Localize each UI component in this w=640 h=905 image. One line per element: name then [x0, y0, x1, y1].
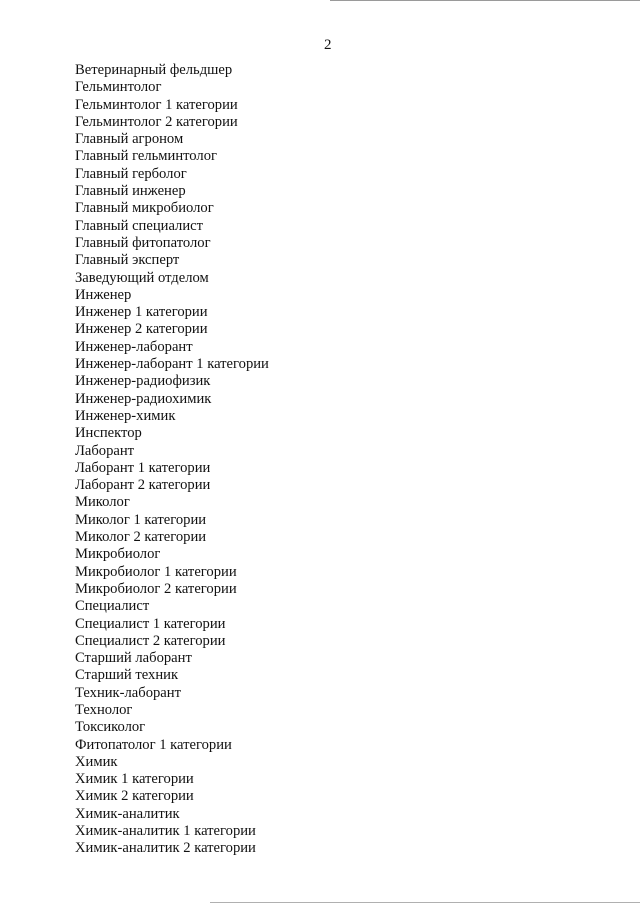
position-list-item: Инженер	[75, 286, 132, 303]
position-list-item: Химик-аналитик	[75, 805, 180, 822]
position-list-item: Инженер-радиохимик	[75, 390, 212, 407]
position-list-item: Главный эксперт	[75, 252, 180, 269]
position-list-item: Старший лаборант	[75, 650, 192, 667]
position-list-item: Микробиолог 2 категории	[75, 580, 237, 597]
position-list-item: Инженер 2 категории	[75, 321, 208, 338]
positions-list	[75, 62, 269, 858]
position-list-item: Инженер-лаборант	[75, 338, 193, 355]
position-list-item: Гельминтолог	[75, 79, 162, 96]
position-list-item: Специалист 2 категории	[75, 632, 226, 649]
position-list-item: Главный гельминтолог	[75, 148, 217, 165]
position-list-item: Химик-аналитик 1 категории	[75, 823, 256, 840]
position-list-item: Заведующий отделом	[75, 269, 209, 286]
position-list-item: Миколог 2 категории	[75, 529, 207, 546]
page-number: 2	[324, 37, 332, 53]
position-list-item: Главный герболог	[75, 165, 187, 182]
position-list-item: Фитопатолог 1 категории	[75, 736, 232, 753]
position-list-item: Главный специалист	[75, 217, 204, 234]
position-list-item: Специалист	[75, 598, 150, 615]
position-list-item: Ветеринарный фельдшер	[75, 62, 233, 78]
position-list-item: Миколог	[75, 494, 130, 511]
position-list-item: Инженер-химик	[75, 407, 176, 424]
position-list-item: Микробиолог 1 категории	[75, 563, 237, 580]
position-list-item: Лаборант 1 категории	[75, 459, 211, 476]
position-list-item: Специалист 1 категории	[75, 615, 226, 632]
position-list-item: Лаборант 2 категории	[75, 477, 211, 494]
bottom-scan-edge-line	[210, 902, 640, 903]
position-list-item: Инспектор	[75, 425, 142, 442]
position-list-item: Микробиолог	[75, 546, 161, 563]
position-list-item: Химик 1 категории	[75, 771, 194, 788]
position-list-item: Миколог 1 категории	[75, 511, 207, 528]
position-list-item: Техник-лаборант	[75, 684, 181, 701]
position-list-item: Химик-аналитик 2 категории	[75, 840, 256, 857]
position-list-item: Главный инженер	[75, 183, 186, 200]
position-list-item: Химик	[75, 753, 118, 770]
position-list-item: Лаборант	[75, 442, 135, 459]
position-list-item: Токсиколог	[75, 719, 146, 736]
position-list-item: Инженер 1 категории	[75, 304, 208, 321]
position-list-item: Главный фитопатолог	[75, 234, 211, 251]
position-list-item: Главный микробиолог	[75, 200, 214, 217]
position-list-item: Химик 2 категории	[75, 788, 194, 805]
position-list-item: Инженер-радиофизик	[75, 373, 211, 390]
top-scan-edge-line	[330, 0, 640, 1]
position-list-item: Гельминтолог 2 категории	[75, 113, 238, 130]
position-list-item: Инженер-лаборант 1 категории	[75, 356, 269, 373]
position-list-item: Технолог	[75, 701, 133, 718]
position-list-item: Главный агроном	[75, 131, 184, 148]
position-list-item: Старший техник	[75, 667, 179, 684]
position-list-item: Гельминтолог 1 категории	[75, 96, 238, 113]
